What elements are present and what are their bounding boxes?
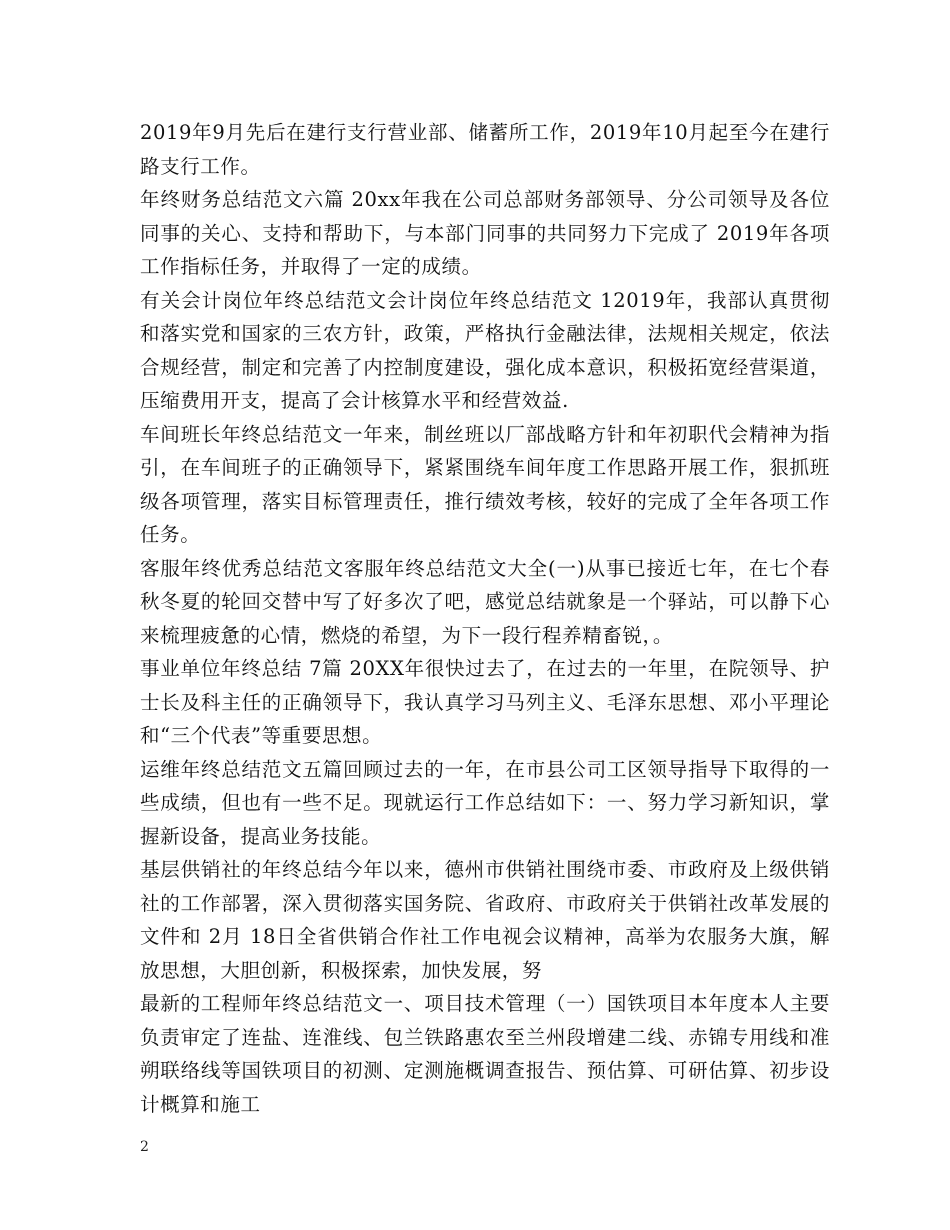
paragraph: 客服年终优秀总结范文客服年终总结范文大全(一)从事已接近七年，在七个春秋冬夏的轮回交替中写了好多次了吧，感觉总结就象是一个驿站，可以静下心来梳理疲惫的心情，燃烧的希望，为下一段行程养精畜锐，。 [140,556,830,647]
document-body [140,116,830,1121]
paragraph: 事业单位年终总结 7篇 20XX年很快过去了，在过去的一年里，在院领导、护士长及科主任的正确领导下，我认真学习马列主义、毛泽东思想、邓小平理论和“三个代表”等重要思想。 [140,657,830,747]
paragraph: 2019年9月先后在建行支行营业部、储蓄所工作，2019年10月起至今在建行路支行工作。 [140,121,830,178]
paragraph: 最新的工程师年终总结范文一、项目技术管理（一）国铁项目本年度本人主要负责审定了连盐、连淮线、包兰铁路惠农至兰州段增建二线、赤锦专用线和准朔联络线等国铁项目的初测、定测施概调查报告、预估算、可研估算、初步设计概算和施工 [140,992,830,1116]
page-number: 2 [140,1139,149,1155]
paragraph: 基层供销社的年终总结今年以来，德州市供销社围绕市委、市政府及上级供销社的工作部署，深入贯彻落实国务院、省政府、市政府关于供销社改革发展的文件和 2月 18日全省供销合作社工作电视会议精神，高举为农服务大旗，解放思想，大胆创新，积极探索，加快发展，努 [140,858,830,982]
paragraph: 车间班长年终总结范文一年来，制丝班以厂部战略方针和年初职代会精神为指引，在车间班子的正确领导下，紧紧围绕车间年度工作思路开展工作，狠抓班级各项管理，落实目标管理责任，推行绩效考核，较好的完成了全年各项工作任务。 [140,422,830,546]
paragraph: 运维年终总结范文五篇回顾过去的一年，在市县公司工区领导指导下取得的一些成绩，但也有一些不足。现就运行工作总结如下：一、努力学习新知识，掌握新设备，提高业务技能。 [140,757,830,848]
paragraph: 有关会计岗位年终总结范文会计岗位年终总结范文 12019年，我部认真贯彻和落实党和国家的三农方针，政策，严格执行金融法律，法规相关规定，依法合规经营，制定和完善了内控制度建设，强化成本意识，积极拓宽经营渠道，压缩费用开支，提高了会计核算水平和经营效益. [140,288,830,412]
paragraph: 年终财务总结范文六篇 20xx年我在公司总部财务部领导、分公司领导及各位同事的关心、支持和帮助下，与本部门同事的共同努力下完成了 2019年各项工作指标任务，并取得了一定的成绩。 [140,188,830,278]
